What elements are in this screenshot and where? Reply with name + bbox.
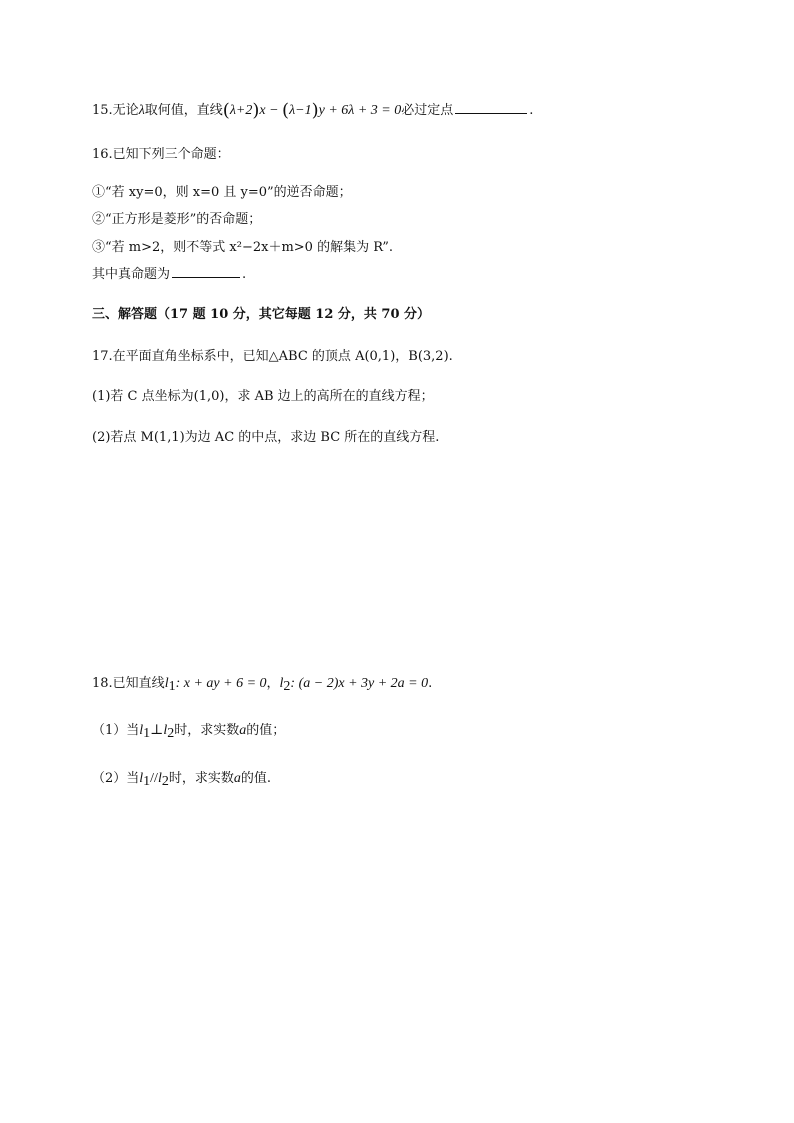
q16-answer-prefix: 其中真命题为	[92, 267, 171, 282]
q15-mid: 取何值，直线	[144, 103, 223, 118]
q18-part1-rel: ⊥	[150, 723, 164, 738]
section-3-heading: 三、解答题（17 题 10 分，其它每题 12 分，共 70 分）	[92, 307, 431, 322]
q18-sep: ，	[266, 676, 280, 691]
q18-part1-l1: l	[139, 723, 144, 738]
q16-title: 16.已知下列三个命题：	[92, 147, 230, 162]
q18-part2-rel: //	[150, 771, 158, 786]
q18-part2-l2: l	[157, 771, 162, 786]
q18-l2-sub: 2	[283, 679, 291, 694]
q18-part1-prefix: （1）当	[92, 723, 140, 738]
q15-paren-close-2: )	[311, 100, 319, 121]
q18-part1-l2-sub: 2	[167, 726, 175, 741]
q15-eq-d: y + 6λ + 3 = 0	[318, 103, 402, 118]
q15-prefix: 15.无论	[92, 103, 139, 118]
q18-part-2	[92, 770, 271, 791]
q18-part2-end: 的值.	[240, 771, 271, 786]
q15-eq-a: λ+2	[229, 103, 253, 118]
q18-l1: l	[164, 676, 169, 691]
q15-paren-open-2: (	[282, 100, 290, 121]
q18-part1-suffix: 时，求实数	[174, 723, 240, 738]
q18-end: .	[428, 676, 433, 691]
q18-part2-l1: l	[139, 771, 144, 786]
q16-item-3: ③“若 m>2，则不等式 x²−2x＋m>0 的解集为 R”.	[92, 240, 394, 255]
q16-answer-end: .	[242, 267, 247, 282]
q18-l1-sub: 1	[168, 679, 176, 694]
q18-part2-var: a	[233, 771, 241, 786]
q18-prefix: 18.已知直线	[92, 676, 165, 691]
q18-part2-prefix: （2）当	[92, 771, 140, 786]
question-18	[92, 675, 432, 696]
q18-part2-suffix: 时，求实数	[168, 771, 234, 786]
q18-part-1	[92, 722, 285, 743]
q18-part1-var: a	[239, 723, 247, 738]
q18-part1-l2: l	[163, 723, 168, 738]
q15-lambda: λ	[138, 103, 145, 118]
q15-paren-open-1: (	[222, 100, 230, 121]
q17-part-1: (1)若 C 点坐标为(1,0)，求 AB 边上的高所在的直线方程；	[92, 389, 434, 404]
q17-title: 17.在平面直角坐标系中，已知△ABC 的顶点 A(0,1)，B(3,2).	[92, 349, 453, 364]
question-15	[92, 101, 533, 120]
q15-eq-b: x −	[259, 103, 283, 118]
q15-end: .	[529, 103, 534, 118]
q16-answer-line	[92, 265, 246, 284]
q17-part-2: (2)若点 M(1,1)为边 AC 的中点，求边 BC 所在的直线方程.	[92, 430, 440, 445]
q18-part1-end: 的值；	[246, 723, 286, 738]
q18-l2-eq: : (a − 2)x + 3y + 2a = 0	[290, 676, 429, 691]
q18-part2-l1-sub: 1	[143, 774, 151, 789]
q18-l1-eq: : x + ay + 6 = 0	[175, 676, 267, 691]
q18-l2: l	[279, 676, 284, 691]
q15-paren-close-1: )	[252, 100, 260, 121]
q16-item-2: ②“正方形是菱形”的否命题；	[92, 212, 262, 227]
q18-part2-l2-sub: 2	[161, 774, 169, 789]
q15-suffix: 必过定点	[401, 103, 454, 118]
q15-eq-c: λ−1	[289, 103, 312, 118]
q16-answer-blank[interactable]	[172, 265, 240, 278]
q18-part1-l1-sub: 1	[143, 726, 151, 741]
q15-answer-blank[interactable]	[455, 101, 527, 114]
q16-item-1: ①“若 xy=0，则 x=0 且 y=0”的逆否命题；	[92, 185, 352, 200]
